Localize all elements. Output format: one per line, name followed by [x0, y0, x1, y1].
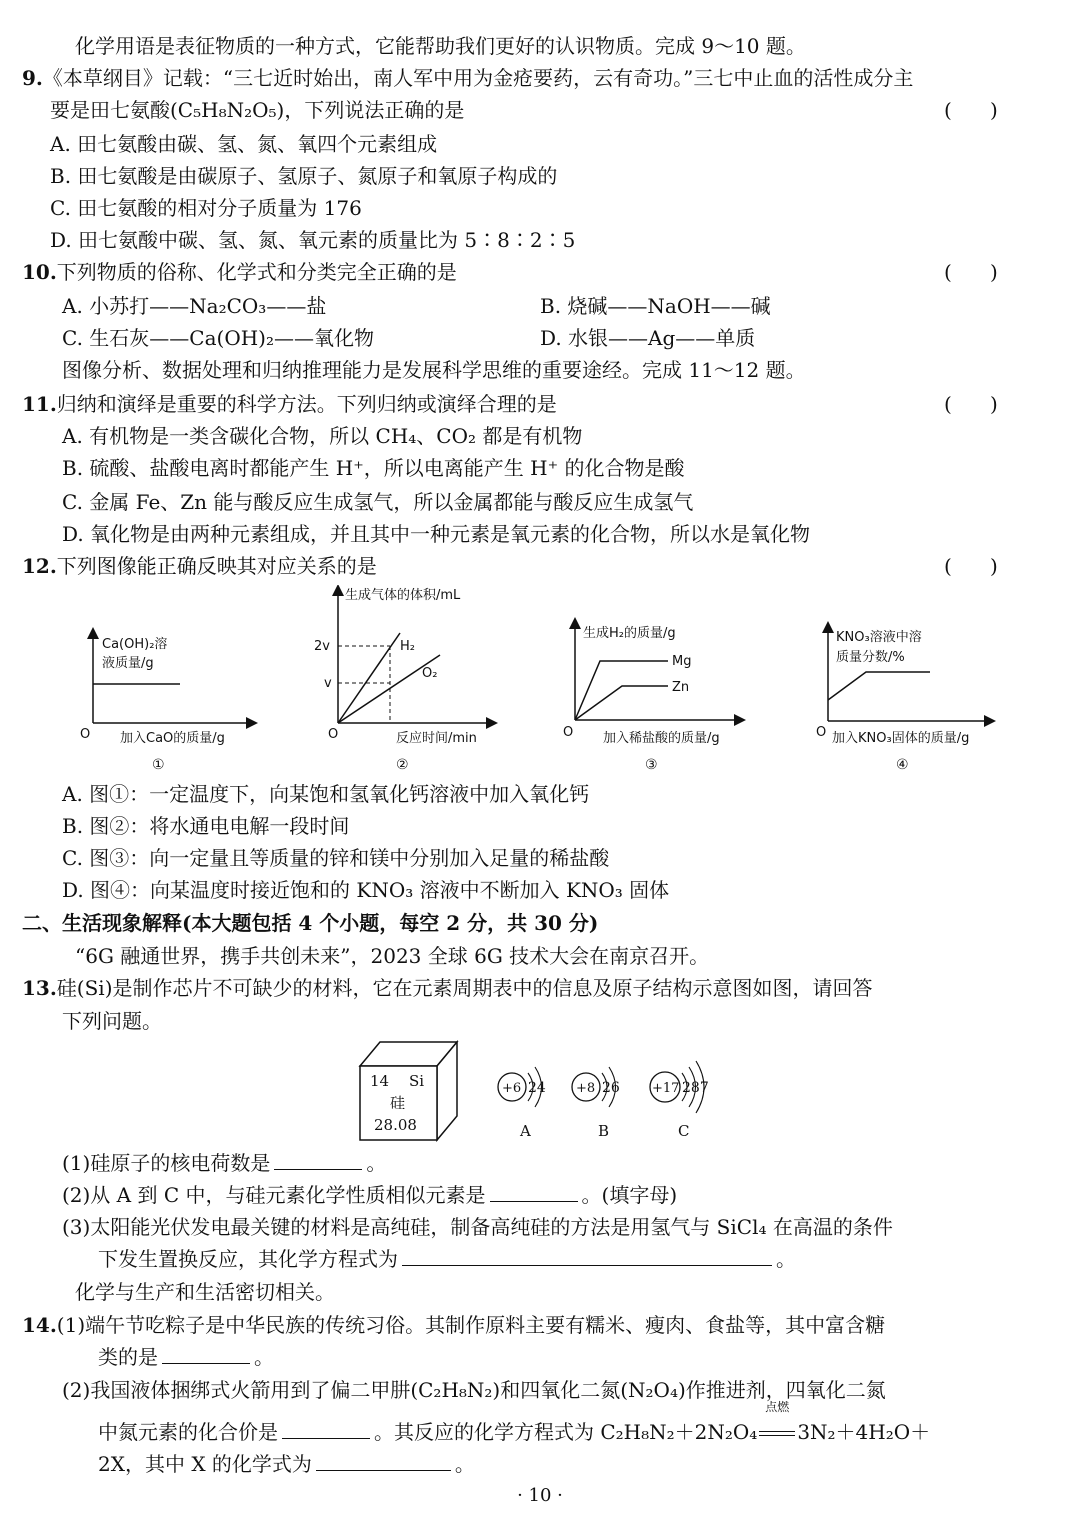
- intro-11-12: 图像分析、数据处理和归纳推理能力是发展科学思维的重要途经。完成 11～12 题。: [62, 358, 806, 382]
- option-a: A. 有机物是一类含碳化合物，所以 CH₄、CO₂ 都是有机物: [62, 424, 583, 448]
- answer-parentheses[interactable]: ( ): [944, 392, 998, 416]
- answer-parentheses[interactable]: ( ): [944, 98, 998, 122]
- tick-2v: 2v: [314, 639, 330, 654]
- graph-4: [816, 627, 990, 773]
- question-9-stem-cont: 要是田七氨酸(C₅H₈N₂O₅)，下列说法正确的是: [50, 98, 465, 122]
- answer-blank[interactable]: [282, 1416, 370, 1439]
- option-b: B. 图②：将水通电电解一段时间: [62, 814, 350, 838]
- question-10-stem: 10.下列物质的俗称、化学式和分类完全正确的是: [22, 260, 457, 284]
- question-13-stem: 13.硅(Si)是制作芯片不可缺少的材料，它在元素周期表中的信息及原子结构示意图如图，请回答: [22, 976, 873, 1000]
- question-13-part-1: (1)硅原子的核电荷数是 。: [62, 1147, 386, 1179]
- x-axis-label: 加入稀盐酸的质量/g: [603, 731, 720, 746]
- curve-line: [828, 672, 930, 700]
- atom-structure-c: [650, 1061, 709, 1140]
- option-c: C. 生石灰——Ca(OH)₂——氧化物: [62, 326, 374, 350]
- question-13-stem-cont: 下列问题。: [62, 1009, 162, 1033]
- answer-blank[interactable]: [162, 1341, 250, 1364]
- nucleus-charge: +6: [502, 1081, 522, 1096]
- graphs-figure: [0, 585, 1080, 780]
- y-axis-label: 生成H₂的质量/g: [583, 626, 676, 641]
- mg-label: Mg: [672, 654, 692, 669]
- question-number: 13.: [22, 976, 57, 1000]
- element-name: 硅: [390, 1094, 406, 1112]
- question-number: 12.: [22, 554, 57, 578]
- question-14-part-2-cont: 中氮元素的化合价是 。其反应的化学方程式为 C₂H₈N₂＋2N₂O₄ 点燃 3N₂＋4H₂O＋: [98, 1416, 930, 1448]
- section-heading: 二、生活现象解释(本大题包括 4 个小题，每空 2 分，共 30 分): [22, 911, 599, 935]
- option-c: C. 田七氨酸的相对分子质量为 176: [50, 196, 362, 220]
- option-a: A. 图①：一定温度下，向某饱和氢氧化钙溶液中加入氧化钙: [62, 782, 590, 806]
- answer-blank[interactable]: [274, 1147, 362, 1170]
- question-number: 9.: [22, 66, 43, 90]
- silicon-figure: [352, 1040, 732, 1150]
- origin-label: O: [563, 725, 574, 740]
- question-13-part-3: (3)太阳能光伏发电最关键的材料是高纯硅，制备高纯硅的方法是用氢气与 SiCl₄ 在高温的条件: [62, 1215, 893, 1239]
- answer-parentheses[interactable]: ( ): [944, 554, 998, 578]
- question-14-part-2-end: 2X，其中 X 的化学式为 。: [98, 1448, 475, 1480]
- tick-v: v: [324, 676, 332, 691]
- atom-label: B: [598, 1122, 610, 1140]
- nucleus-charge: +8: [576, 1081, 596, 1096]
- x-axis-label: 反应时间/min: [396, 731, 477, 746]
- question-number: 10.: [22, 260, 57, 284]
- zn-curve: [575, 686, 668, 720]
- x-axis-label: 加入CaO的质量/g: [120, 731, 225, 746]
- graph-number: ④: [896, 757, 909, 773]
- atom-label: C: [678, 1122, 690, 1140]
- reaction-condition: 点燃: [765, 1400, 790, 1414]
- question-13-part-3-cont: 下发生置换反应，其化学方程式为 。: [98, 1243, 796, 1275]
- y-axis-label: KNO₃溶液中溶: [836, 630, 922, 645]
- element-symbol: Si: [409, 1072, 425, 1090]
- intro-13: “6G 融通世界，携手共创未来”，2023 全球 6G 技术大会在南京召开。: [75, 944, 710, 968]
- zn-label: Zn: [672, 680, 690, 695]
- option-b: B. 烧碱——NaOH——碱: [540, 294, 771, 318]
- answer-blank[interactable]: [490, 1179, 578, 1202]
- option-d: D. 图④：向某温度时接近饱和的 KNO₃ 溶液中不断加入 KNO₃ 固体: [62, 878, 670, 902]
- option-c: C. 图③：向一定量且等质量的锌和镁中分别加入足量的稀盐酸: [62, 846, 610, 870]
- atomic-mass: 28.08: [374, 1116, 417, 1134]
- periodic-table-cell: [360, 1042, 457, 1140]
- h2-label: H₂: [400, 639, 415, 654]
- x-axis-label: 加入KNO₃固体的质量/g: [832, 731, 970, 746]
- question-11-stem: 11.归纳和演绎是重要的科学方法。下列归纳或演绎合理的是: [22, 392, 557, 416]
- y-axis-label: Ca(OH)₂溶: [102, 637, 168, 652]
- graph-2: [314, 587, 492, 773]
- electron-shells: 24: [528, 1080, 546, 1096]
- y-axis-label: 生成气体的体积/mL: [345, 588, 461, 603]
- option-d: D. 氧化物是由两种元素组成，并且其中一种元素是氧元素的化合物，所以水是氧化物: [62, 522, 811, 546]
- intro-9-10: 化学用语是表征物质的一种方式，它能帮助我们更好的认识物质。完成 9～10 题。: [75, 34, 806, 58]
- answer-blank[interactable]: [402, 1243, 772, 1266]
- atomic-number: 14: [370, 1072, 390, 1090]
- option-b: B. 硫酸、盐酸电离时都能产生 H⁺，所以电离能产生 H⁺ 的化合物是酸: [62, 456, 685, 480]
- option-b: B. 田七氨酸是由碳原子、氢原子、氮原子和氧原子构成的: [50, 164, 558, 188]
- question-number: 11.: [22, 392, 57, 416]
- answer-blank[interactable]: [316, 1448, 451, 1471]
- y-axis-label-cont: 液质量/g: [102, 656, 154, 671]
- option-d: D. 水银——Ag——单质: [540, 326, 756, 350]
- question-14-part-1: 14.(1)端午节吃粽子是中华民族的传统习俗。其制作原料主要有糯米、瘦肉、食盐等，其中富含糖: [22, 1313, 886, 1337]
- reaction-arrow: [757, 1400, 797, 1448]
- graph-3: [563, 623, 740, 773]
- electron-shells: 26: [602, 1080, 620, 1096]
- question-13-part-2: (2)从 A 到 C 中，与硅元素化学性质相似元素是 。(填字母): [62, 1179, 677, 1211]
- answer-parentheses[interactable]: ( ): [944, 260, 998, 284]
- origin-label: O: [816, 725, 827, 740]
- option-c: C. 金属 Fe、Zn 能与酸反应生成氢气，所以金属都能与酸反应生成氢气: [62, 490, 694, 514]
- graph-number: ①: [152, 757, 165, 773]
- graph-number: ③: [645, 757, 658, 773]
- equals-sign: [759, 1431, 795, 1436]
- atom-structure-b: [572, 1067, 620, 1140]
- question-14-part-2: (2)我国液体捆绑式火箭用到了偏二甲肼(C₂H₈N₂)和四氧化二氮(N₂O₄)作推进剂，四氧化二氮: [62, 1378, 886, 1402]
- origin-label: O: [328, 727, 339, 742]
- page-number: · 10 ·: [517, 1485, 563, 1506]
- option-d: D. 田七氨酸中碳、氢、氮、氧元素的质量比为 5∶8∶2∶5: [50, 228, 576, 252]
- y-axis-label-cont: 质量分数/%: [836, 650, 905, 665]
- mg-curve: [575, 661, 668, 720]
- intro-14: 化学与生产和生活密切相关。: [75, 1280, 335, 1304]
- question-number: 14.: [22, 1313, 57, 1337]
- electron-shells: 287: [682, 1080, 709, 1096]
- atom-structure-a: [498, 1067, 546, 1140]
- question-14-part-1-cont: 类的是 。: [98, 1341, 274, 1373]
- question-12-stem: 12.下列图像能正确反映其对应关系的是: [22, 554, 377, 578]
- graph-number: ②: [396, 757, 409, 773]
- atom-label: A: [520, 1122, 531, 1140]
- nucleus-charge: +17: [652, 1081, 680, 1096]
- question-9-stem: 9.《本草纲目》记载：“三七近时始出，南人军中用为金疮要药，云有奇功。”三七中止血的活性成分主: [22, 66, 914, 90]
- o2-label: O₂: [422, 666, 438, 681]
- option-a: A. 小苏打——Na₂CO₃——盐: [62, 294, 327, 318]
- option-a: A. 田七氨酸由碳、氢、氮、氧四个元素组成: [50, 132, 438, 156]
- graph-1: [80, 633, 252, 773]
- origin-label: O: [80, 727, 91, 742]
